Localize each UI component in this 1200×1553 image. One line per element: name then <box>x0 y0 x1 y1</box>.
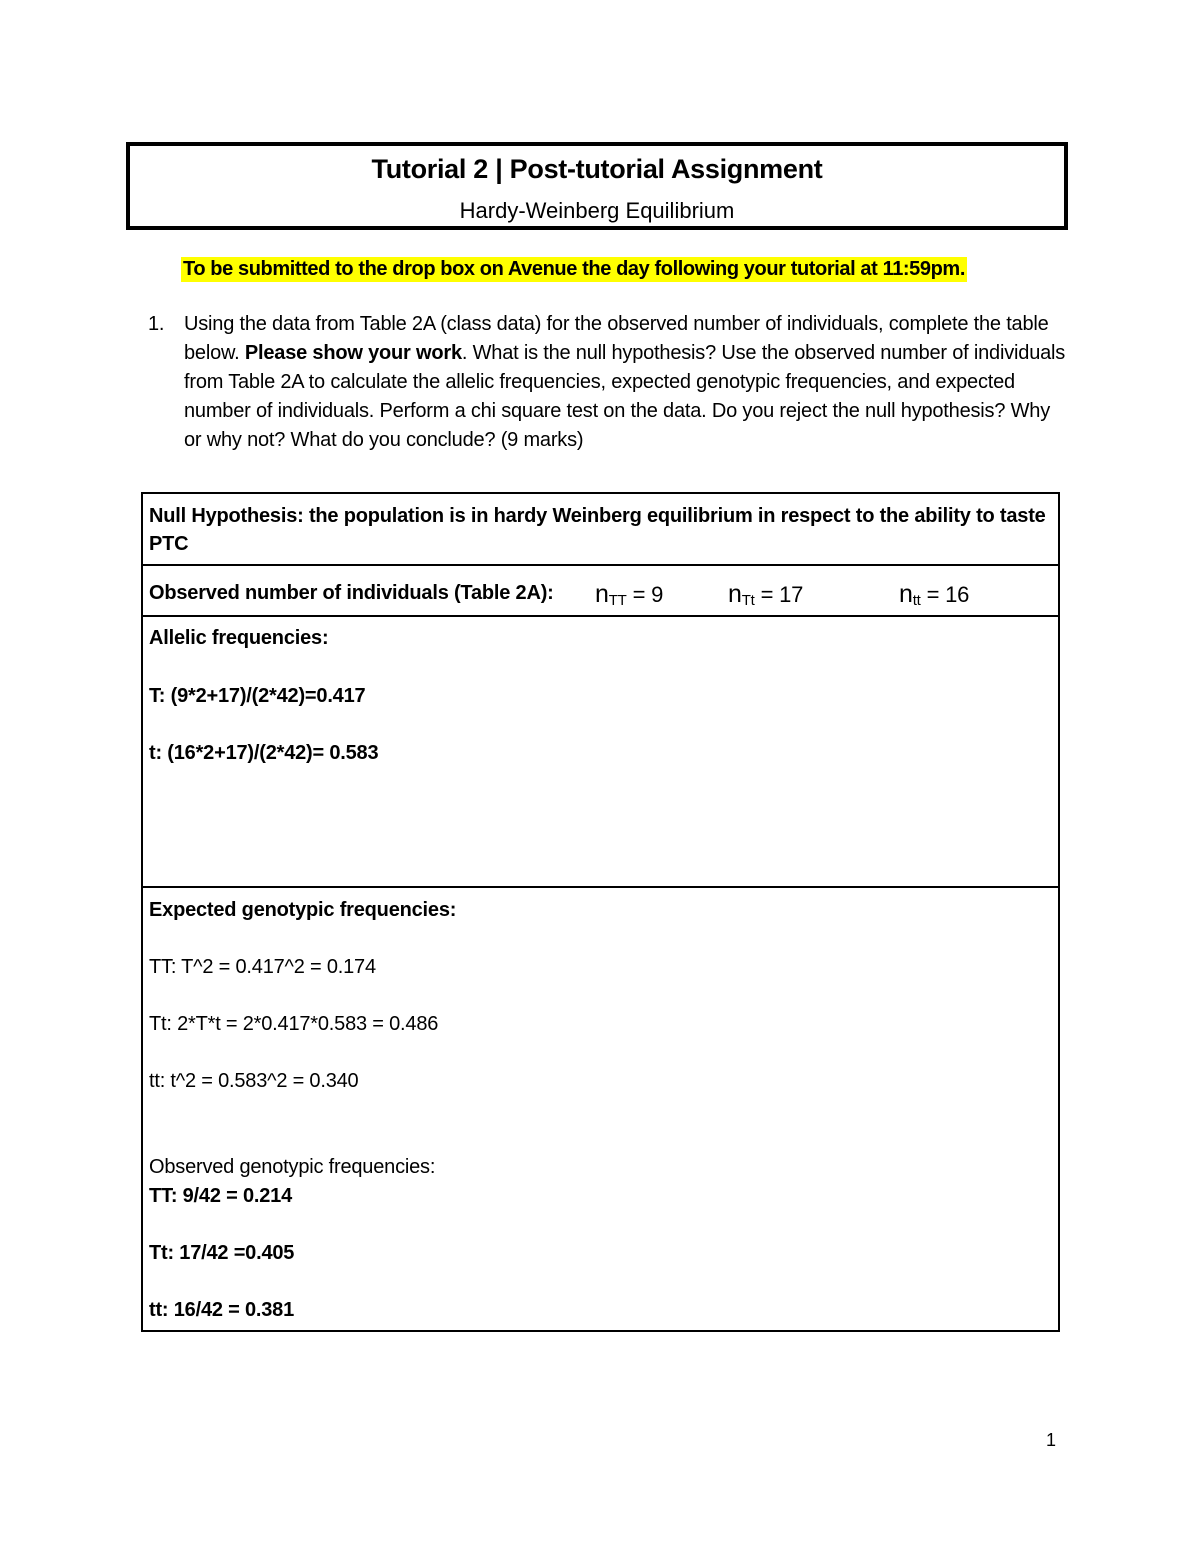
submission-notice: To be submitted to the drop box on Avenue the day following your tutorial at 11:59pm. <box>183 258 965 280</box>
genotypic-frequencies-row <box>143 888 1058 1330</box>
null-hypothesis-row <box>143 494 1058 566</box>
observed-freq-Tt: Tt: 17/42 =0.405 <box>149 1242 295 1264</box>
page-number: 1 <box>1046 1430 1057 1450</box>
expected-TT: TT: T^2 = 0.417^2 = 0.174 <box>149 956 376 978</box>
allelic-T: T: (9*2+17)/(2*42)=0.417 <box>149 685 366 707</box>
observed-Tt-subscript: Tt <box>741 592 755 609</box>
observed-tt-value: = 16 <box>920 582 970 607</box>
page-title: Tutorial 2 | Post-tutorial Assignment <box>371 154 823 184</box>
page-subtitle: Hardy-Weinberg Equilibrium <box>459 198 735 223</box>
allelic-t: t: (16*2+17)/(2*42)= 0.583 <box>149 742 379 764</box>
observed-genotypic-heading: Observed genotypic frequencies: <box>149 1156 436 1178</box>
answer-table <box>141 492 1060 1332</box>
allelic-frequencies-row <box>143 617 1058 888</box>
observed-freq-tt: tt: 16/42 = 0.381 <box>149 1299 295 1321</box>
observed-tt-subscript: tt <box>912 592 921 609</box>
observed-Tt <box>728 580 803 609</box>
observed-individuals-row <box>143 566 1058 617</box>
observed-TT <box>595 580 663 609</box>
n-symbol: n <box>899 580 913 608</box>
expected-tt: tt: t^2 = 0.583^2 = 0.340 <box>149 1070 359 1092</box>
observed-label: Observed number of individuals (Table 2A): <box>149 582 554 604</box>
question-number: 1. <box>148 313 165 335</box>
question-text <box>184 310 1068 455</box>
allelic-heading: Allelic frequencies: <box>149 627 329 649</box>
n-symbol: n <box>728 580 742 608</box>
expected-Tt: Tt: 2*T*t = 2*0.417*0.583 = 0.486 <box>149 1013 439 1035</box>
observed-freq-TT: TT: 9/42 = 0.214 <box>149 1185 293 1207</box>
question-text-part-1: Using the data from Table 2A (class data) for the observed number of individuals, complete the table below. <box>184 313 1049 364</box>
expected-heading: Expected genotypic frequencies: <box>149 899 457 921</box>
question-text-part-2: . What is the null hypothesis? Use the observed number of individuals from Table 2A to calculate the allelic frequencies, expected genotypic frequencies, and expected number of individuals. Perform a chi square test on the data. Do you reject the null hypothesis? Why or why not? What do you conclude? (9 marks) <box>184 342 1066 451</box>
observed-TT-subscript: TT <box>608 592 627 609</box>
title-box <box>126 142 1068 230</box>
question-text-bold: Please show your work <box>244 342 462 364</box>
n-symbol: n <box>595 580 609 608</box>
null-hypothesis-text: Null Hypothesis: the population is in hardy Weinberg equilibrium in respect to the ability to taste PTC <box>149 505 1046 555</box>
observed-TT-value: = 9 <box>626 582 664 607</box>
observed-Tt-value: = 17 <box>754 582 804 607</box>
observed-tt <box>899 580 969 609</box>
